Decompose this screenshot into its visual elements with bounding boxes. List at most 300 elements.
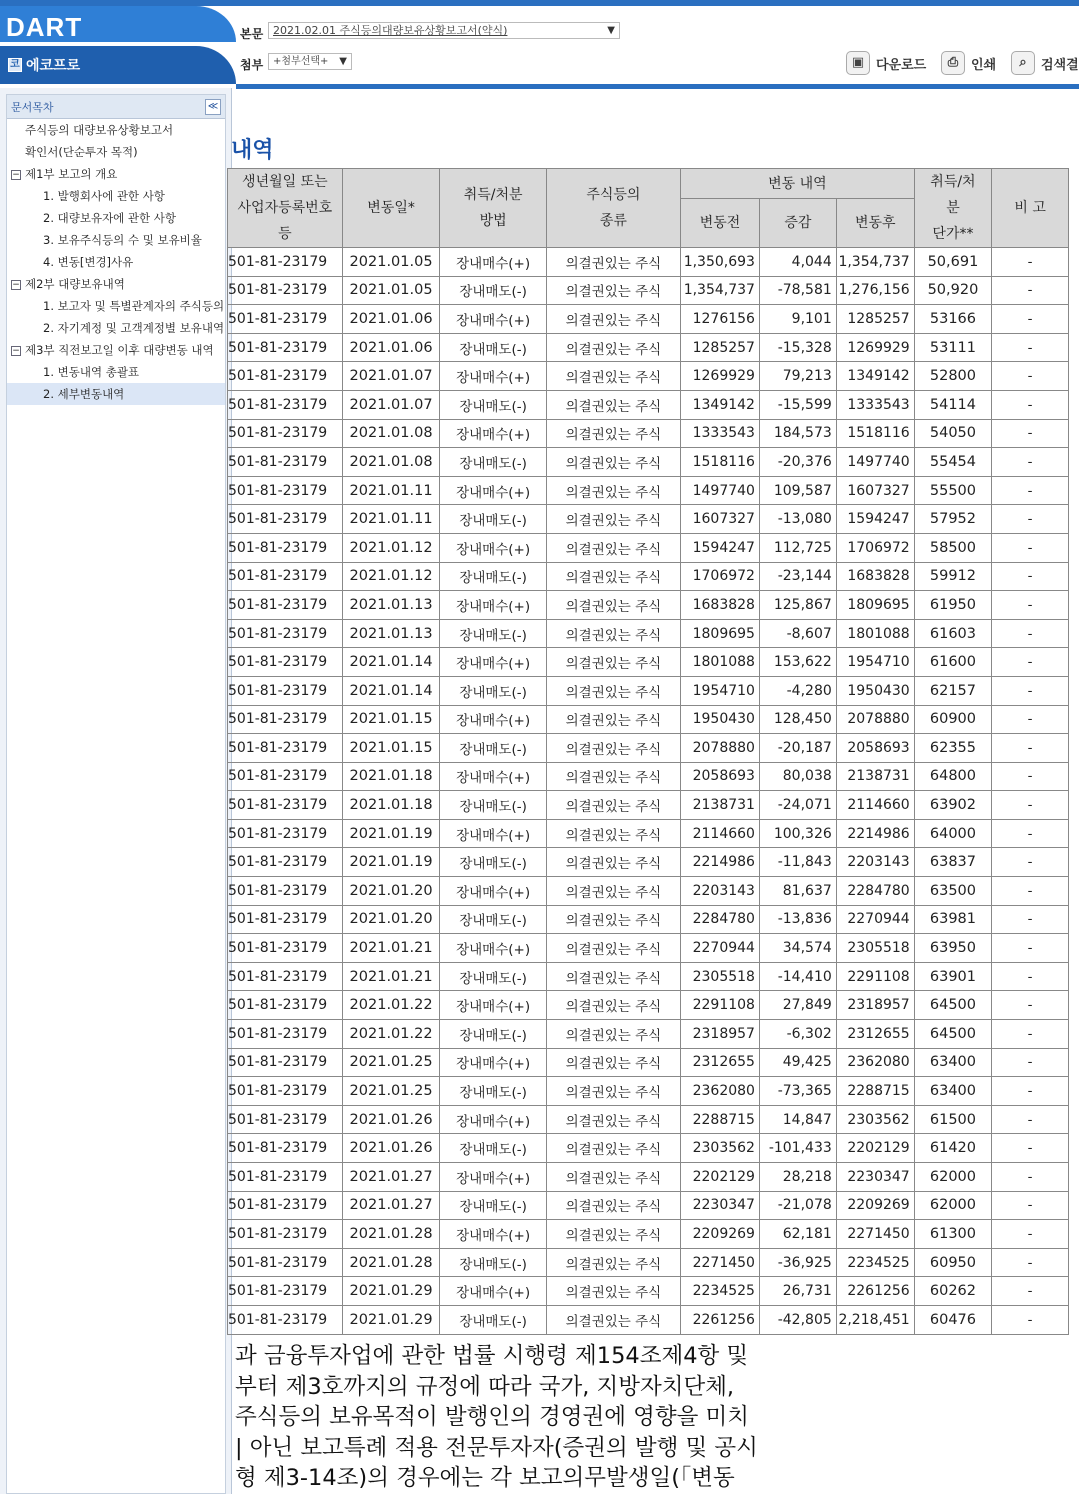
cell-price: 63902 xyxy=(914,791,991,820)
cell-after: 2078880 xyxy=(836,705,914,734)
table-row xyxy=(228,877,1069,906)
cell-delta: 153,622 xyxy=(759,648,836,677)
cell-date: 2021.01.20 xyxy=(342,905,440,934)
table-row xyxy=(228,448,1069,477)
cell-date: 2021.01.11 xyxy=(342,476,440,505)
cell-kind: 의결권있는 주식 xyxy=(546,505,680,534)
table-row xyxy=(228,705,1069,734)
cell-after: 1706972 xyxy=(836,533,914,562)
cell-before: 2362080 xyxy=(681,1077,760,1106)
cell-note: - xyxy=(992,1134,1069,1163)
toc-item-label: 1. 발행회사에 관한 사항 xyxy=(43,189,165,203)
company-name-bar xyxy=(0,46,236,84)
cell-method: 장내매도(-) xyxy=(440,791,546,820)
paragraph-line: 주식등의 보유목적이 발행인의 경영권에 영향을 미치 xyxy=(235,1404,749,1430)
cell-id: 501-81-23179 xyxy=(228,533,343,562)
cell-kind: 의결권있는 주식 xyxy=(546,848,680,877)
cell-before: 2291108 xyxy=(681,991,760,1020)
toc-item[interactable] xyxy=(7,339,225,361)
cell-after: 2209269 xyxy=(836,1191,914,1220)
company-name: 에코프로 xyxy=(26,58,81,74)
toc-item-label: 주식등의 대량보유상황보고서 xyxy=(25,123,174,137)
toc-item[interactable] xyxy=(7,207,225,229)
cell-delta: -24,071 xyxy=(759,791,836,820)
cell-id: 501-81-23179 xyxy=(228,1077,343,1106)
cell-note: - xyxy=(992,591,1069,620)
cell-kind: 의결권있는 주식 xyxy=(546,248,680,277)
cell-price: 64500 xyxy=(914,991,991,1020)
cell-after: 2291108 xyxy=(836,962,914,991)
cell-delta: -15,328 xyxy=(759,333,836,362)
cell-date: 2021.01.14 xyxy=(342,676,440,705)
cell-id: 501-81-23179 xyxy=(228,1248,343,1277)
dart-brand[interactable] xyxy=(0,6,236,42)
cell-after: 1950430 xyxy=(836,676,914,705)
cell-id: 501-81-23179 xyxy=(228,505,343,534)
cell-id: 501-81-23179 xyxy=(228,1163,343,1192)
cell-id: 501-81-23179 xyxy=(228,1048,343,1077)
cell-date: 2021.01.29 xyxy=(342,1277,440,1306)
cell-id: 501-81-23179 xyxy=(228,934,343,963)
cell-price: 63500 xyxy=(914,877,991,906)
cell-method: 장내매도(-) xyxy=(440,676,546,705)
cell-delta: -13,836 xyxy=(759,905,836,934)
cell-kind: 의결권있는 주식 xyxy=(546,1105,680,1134)
cell-method: 장내매도(-) xyxy=(440,1248,546,1277)
cell-date: 2021.01.21 xyxy=(342,962,440,991)
cell-before: 1950430 xyxy=(681,705,760,734)
toc-item-label: 제3부 직전보고일 이후 대량변동 내역 xyxy=(25,343,214,357)
cell-price: 60476 xyxy=(914,1305,991,1334)
cell-price: 55454 xyxy=(914,448,991,477)
toc-item-label: 2. 세부변동내역 xyxy=(43,387,125,401)
cell-after: 1683828 xyxy=(836,562,914,591)
toc-item[interactable] xyxy=(7,317,225,339)
cell-date: 2021.01.18 xyxy=(342,762,440,791)
cell-delta: 79,213 xyxy=(759,362,836,391)
cell-kind: 의결권있는 주식 xyxy=(546,1191,680,1220)
toc-item-label: 1. 변동내역 총괄표 xyxy=(43,365,140,379)
cell-kind: 의결권있는 주식 xyxy=(546,333,680,362)
cell-price: 60262 xyxy=(914,1277,991,1306)
cell-delta: -6,302 xyxy=(759,1020,836,1049)
cell-date: 2021.01.29 xyxy=(342,1305,440,1334)
cell-method: 장내매도(-) xyxy=(440,962,546,991)
cell-id: 501-81-23179 xyxy=(228,762,343,791)
document-select[interactable] xyxy=(268,22,620,39)
cell-delta: 62,181 xyxy=(759,1220,836,1249)
table-row xyxy=(228,362,1069,391)
cell-date: 2021.01.22 xyxy=(342,991,440,1020)
header-line: 종류 xyxy=(599,213,627,229)
cell-kind: 의결권있는 주식 xyxy=(546,877,680,906)
cell-note: - xyxy=(992,762,1069,791)
cell-before: 1285257 xyxy=(681,333,760,362)
table-row xyxy=(228,1248,1069,1277)
cell-date: 2021.01.07 xyxy=(342,362,440,391)
cell-before: 2234525 xyxy=(681,1277,760,1306)
cell-method: 장내매도(-) xyxy=(440,1134,546,1163)
toc-item[interactable] xyxy=(7,185,225,207)
cell-note: - xyxy=(992,619,1069,648)
cell-after: 2288715 xyxy=(836,1077,914,1106)
cell-method: 장내매도(-) xyxy=(440,562,546,591)
cell-delta: 4,044 xyxy=(759,248,836,277)
cell-method: 장내매수(+) xyxy=(440,877,546,906)
cell-before: 2203143 xyxy=(681,877,760,906)
cell-before: 2271450 xyxy=(681,1248,760,1277)
collapse-toggle-icon[interactable]: − xyxy=(12,345,20,356)
cell-after: 1809695 xyxy=(836,591,914,620)
dropdown-arrow-icon: ▼ xyxy=(339,56,347,67)
cell-id: 501-81-23179 xyxy=(228,848,343,877)
cell-price: 62157 xyxy=(914,676,991,705)
cell-method: 장내매도(-) xyxy=(440,448,546,477)
cell-after: 2318957 xyxy=(836,991,914,1020)
cell-date: 2021.01.21 xyxy=(342,934,440,963)
cell-note: - xyxy=(992,1305,1069,1334)
paragraph-line: 형 제3-14조)의 경우에는 각 보고의무발생일(「변동 xyxy=(235,1465,735,1491)
cell-price: 64800 xyxy=(914,762,991,791)
cell-note: - xyxy=(992,1020,1069,1049)
table-row xyxy=(228,276,1069,305)
cell-kind: 의결권있는 주식 xyxy=(546,791,680,820)
toc-item[interactable] xyxy=(7,361,225,383)
header-id xyxy=(228,169,343,248)
cell-delta: -42,805 xyxy=(759,1305,836,1334)
cell-price: 62355 xyxy=(914,734,991,763)
cell-date: 2021.01.12 xyxy=(342,562,440,591)
table-row xyxy=(228,962,1069,991)
cell-method: 장내매도(-) xyxy=(440,333,546,362)
cell-delta: -15,599 xyxy=(759,390,836,419)
header-date: 변동일* xyxy=(342,169,440,248)
cell-price: 61950 xyxy=(914,591,991,620)
toc-item[interactable] xyxy=(7,163,225,185)
sidebar xyxy=(0,88,232,1494)
cell-price: 61603 xyxy=(914,619,991,648)
cell-date: 2021.01.22 xyxy=(342,1020,440,1049)
cell-after: 2138731 xyxy=(836,762,914,791)
cell-after: 2270944 xyxy=(836,905,914,934)
header-line: 등 xyxy=(278,226,292,242)
toc-item-label: 제2부 대량보유내역 xyxy=(25,277,125,291)
cell-id: 501-81-23179 xyxy=(228,362,343,391)
cell-method: 장내매도(-) xyxy=(440,619,546,648)
cell-after: 1801088 xyxy=(836,619,914,648)
cell-note: - xyxy=(992,791,1069,820)
search-icon: ⌕ xyxy=(1011,51,1035,75)
cell-id: 501-81-23179 xyxy=(228,1220,343,1249)
print-label: 인쇄 xyxy=(971,57,997,73)
cell-delta: -14,410 xyxy=(759,962,836,991)
cell-id: 501-81-23179 xyxy=(228,791,343,820)
cell-id: 501-81-23179 xyxy=(228,877,343,906)
cell-kind: 의결권있는 주식 xyxy=(546,962,680,991)
toc-item[interactable] xyxy=(7,229,225,251)
cell-after: 2305518 xyxy=(836,934,914,963)
change-detail-table xyxy=(227,168,1069,1335)
table-body xyxy=(228,248,1069,1335)
cell-id: 501-81-23179 xyxy=(228,1105,343,1134)
cell-date: 2021.01.15 xyxy=(342,705,440,734)
cell-after: 2261256 xyxy=(836,1277,914,1306)
cell-id: 501-81-23179 xyxy=(228,1134,343,1163)
print-button[interactable] xyxy=(941,51,996,75)
cell-note: - xyxy=(992,305,1069,334)
cell-price: 64000 xyxy=(914,819,991,848)
collapse-toggle-icon[interactable]: − xyxy=(12,169,20,180)
cell-price: 61600 xyxy=(914,648,991,677)
cell-before: 2214986 xyxy=(681,848,760,877)
collapse-toggle-icon[interactable]: − xyxy=(12,279,20,290)
cell-id: 501-81-23179 xyxy=(228,705,343,734)
cell-delta: 28,218 xyxy=(759,1163,836,1192)
dart-logo[interactable]: DART xyxy=(6,12,83,42)
cell-note: - xyxy=(992,819,1069,848)
cell-id: 501-81-23179 xyxy=(228,562,343,591)
cell-method: 장내매수(+) xyxy=(440,1105,546,1134)
cell-before: 2261256 xyxy=(681,1305,760,1334)
company-icon: 코 xyxy=(8,58,22,72)
cell-price: 53166 xyxy=(914,305,991,334)
cell-note: - xyxy=(992,562,1069,591)
toc-item-label: 4. 변동[변경]사유 xyxy=(43,255,134,269)
download-button[interactable] xyxy=(846,51,926,75)
table-row xyxy=(228,305,1069,334)
cell-date: 2021.01.18 xyxy=(342,791,440,820)
cell-after: 2303562 xyxy=(836,1105,914,1134)
cell-delta: 125,867 xyxy=(759,591,836,620)
cell-price: 61420 xyxy=(914,1134,991,1163)
cell-id: 501-81-23179 xyxy=(228,1191,343,1220)
attachment-select[interactable] xyxy=(268,53,352,70)
cell-delta: -4,280 xyxy=(759,676,836,705)
toc-header xyxy=(7,95,225,119)
cell-before: 1518116 xyxy=(681,448,760,477)
cell-id: 501-81-23179 xyxy=(228,991,343,1020)
save-icon: ▣ xyxy=(846,51,870,75)
cell-after: 1269929 xyxy=(836,333,914,362)
cell-id: 501-81-23179 xyxy=(228,1277,343,1306)
cell-id: 501-81-23179 xyxy=(228,305,343,334)
toc-item[interactable] xyxy=(7,295,225,317)
cell-date: 2021.01.08 xyxy=(342,419,440,448)
cell-before: 2202129 xyxy=(681,1163,760,1192)
table-row xyxy=(228,734,1069,763)
cell-price: 63400 xyxy=(914,1048,991,1077)
toc-item-label: 2. 자기계정 및 고객계정별 보유내역 xyxy=(43,321,225,335)
table-row xyxy=(228,1020,1069,1049)
cell-delta: 26,731 xyxy=(759,1277,836,1306)
paragraph-line: | 아닌 보고특례 적용 전문투자자(증권의 발행 및 공시 xyxy=(235,1434,758,1461)
cell-method: 장내매수(+) xyxy=(440,476,546,505)
cell-date: 2021.01.28 xyxy=(342,1248,440,1277)
cell-price: 55500 xyxy=(914,476,991,505)
cell-before: 2138731 xyxy=(681,791,760,820)
table-row xyxy=(228,476,1069,505)
cell-kind: 의결권있는 주식 xyxy=(546,419,680,448)
cell-note: - xyxy=(992,448,1069,477)
cell-method: 장내매수(+) xyxy=(440,991,546,1020)
cell-delta: -101,433 xyxy=(759,1134,836,1163)
cell-after: 2058693 xyxy=(836,734,914,763)
cell-before: 1683828 xyxy=(681,591,760,620)
cell-after: 2202129 xyxy=(836,1134,914,1163)
printer-icon: ⎙ xyxy=(941,51,965,75)
cell-method: 장내매수(+) xyxy=(440,1277,546,1306)
cell-before: 1706972 xyxy=(681,562,760,591)
cell-note: - xyxy=(992,333,1069,362)
cell-date: 2021.01.25 xyxy=(342,1048,440,1077)
cell-price: 61300 xyxy=(914,1220,991,1249)
cell-price: 54114 xyxy=(914,390,991,419)
cell-method: 장내매수(+) xyxy=(440,934,546,963)
cell-id: 501-81-23179 xyxy=(228,390,343,419)
section-title: 내역 xyxy=(231,138,274,163)
cell-method: 장내매수(+) xyxy=(440,248,546,277)
cell-note: - xyxy=(992,1077,1069,1106)
cell-before: 1497740 xyxy=(681,476,760,505)
cell-price: 58500 xyxy=(914,533,991,562)
toc-item[interactable] xyxy=(7,119,225,141)
cell-kind: 의결권있는 주식 xyxy=(546,934,680,963)
dropdown-arrow-icon: ▼ xyxy=(607,25,615,36)
cell-price: 59912 xyxy=(914,562,991,591)
cell-kind: 의결권있는 주식 xyxy=(546,819,680,848)
cell-delta: -21,078 xyxy=(759,1191,836,1220)
cell-note: - xyxy=(992,734,1069,763)
cell-date: 2021.01.05 xyxy=(342,276,440,305)
cell-kind: 의결권있는 주식 xyxy=(546,676,680,705)
cell-price: 57952 xyxy=(914,505,991,534)
cell-kind: 의결권있는 주식 xyxy=(546,762,680,791)
table-row xyxy=(228,533,1069,562)
cell-after: 1518116 xyxy=(836,419,914,448)
cell-before: 1809695 xyxy=(681,619,760,648)
table-row xyxy=(228,1305,1069,1334)
header-line: 사업자등록번호 xyxy=(237,200,333,216)
cell-method: 장내매도(-) xyxy=(440,848,546,877)
cell-kind: 의결권있는 주식 xyxy=(546,533,680,562)
cell-before: 1607327 xyxy=(681,505,760,534)
toc-item[interactable] xyxy=(7,251,225,273)
cell-after: 2230347 xyxy=(836,1163,914,1192)
table-row xyxy=(228,1048,1069,1077)
table-row xyxy=(228,248,1069,277)
cell-kind: 의결권있는 주식 xyxy=(546,1020,680,1049)
table-row xyxy=(228,1134,1069,1163)
cell-price: 60950 xyxy=(914,1248,991,1277)
cell-date: 2021.01.26 xyxy=(342,1105,440,1134)
toc-list xyxy=(7,119,225,405)
toc-item[interactable] xyxy=(7,273,225,295)
paragraph-line: 과 금융투자업에 관한 법률 시행령 제154조제4항 및 xyxy=(235,1343,749,1369)
header xyxy=(0,0,1079,88)
cell-delta: 112,725 xyxy=(759,533,836,562)
cell-delta: -78,581 xyxy=(759,276,836,305)
table-row xyxy=(228,1220,1069,1249)
cell-method: 장내매수(+) xyxy=(440,305,546,334)
cell-date: 2021.01.15 xyxy=(342,734,440,763)
cell-kind: 의결권있는 주식 xyxy=(546,362,680,391)
cell-date: 2021.01.25 xyxy=(342,1077,440,1106)
cell-date: 2021.01.06 xyxy=(342,305,440,334)
table-row xyxy=(228,390,1069,419)
cell-kind: 의결권있는 주식 xyxy=(546,305,680,334)
cell-delta: 80,038 xyxy=(759,762,836,791)
cell-before: 1594247 xyxy=(681,533,760,562)
cell-note: - xyxy=(992,676,1069,705)
document-viewer xyxy=(228,93,1079,1494)
cell-id: 501-81-23179 xyxy=(228,248,343,277)
cell-delta: 14,847 xyxy=(759,1105,836,1134)
cell-kind: 의결권있는 주식 xyxy=(546,705,680,734)
cell-after: 1497740 xyxy=(836,448,914,477)
cell-delta: 128,450 xyxy=(759,705,836,734)
cell-price: 50,920 xyxy=(914,276,991,305)
search-label: 검색결 xyxy=(1041,57,1079,73)
toc-item[interactable] xyxy=(7,141,225,163)
search-results-button[interactable] xyxy=(1011,51,1079,75)
collapse-icon[interactable]: ≪ xyxy=(205,99,221,115)
cell-after: 2362080 xyxy=(836,1048,914,1077)
cell-before: 2230347 xyxy=(681,1191,760,1220)
cell-before: 2303562 xyxy=(681,1134,760,1163)
cell-method: 장내매수(+) xyxy=(440,648,546,677)
table-row xyxy=(228,1163,1069,1192)
cell-id: 501-81-23179 xyxy=(228,734,343,763)
cell-delta: -11,843 xyxy=(759,848,836,877)
cell-kind: 의결권있는 주식 xyxy=(546,619,680,648)
cell-price: 53111 xyxy=(914,333,991,362)
cell-note: - xyxy=(992,362,1069,391)
cell-before: 2058693 xyxy=(681,762,760,791)
cell-after: 2114660 xyxy=(836,791,914,820)
cell-after: 2284780 xyxy=(836,877,914,906)
cell-before: 2078880 xyxy=(681,734,760,763)
paragraph-line: 부터 제3호까지의 규정에 따라 국가, 지방자치단체, xyxy=(235,1373,735,1400)
cell-after: 1333543 xyxy=(836,390,914,419)
cell-after: 2234525 xyxy=(836,1248,914,1277)
table-row xyxy=(228,819,1069,848)
header-line: 생년월일 또는 xyxy=(242,174,328,190)
toc-item-label: 3. 보유주식등의 수 및 보유비율 xyxy=(43,233,202,247)
cell-delta: -23,144 xyxy=(759,562,836,591)
cell-before: 1269929 xyxy=(681,362,760,391)
cell-delta: -20,187 xyxy=(759,734,836,763)
header-line: 방법 xyxy=(479,213,507,229)
table-row xyxy=(228,1191,1069,1220)
cell-before: 2318957 xyxy=(681,1020,760,1049)
cell-kind: 의결권있는 주식 xyxy=(546,648,680,677)
cell-kind: 의결권있는 주식 xyxy=(546,1048,680,1077)
toc-item-selected[interactable] xyxy=(7,383,225,405)
table-row xyxy=(228,591,1069,620)
cell-id: 501-81-23179 xyxy=(228,1020,343,1049)
cell-method: 장내매수(+) xyxy=(440,762,546,791)
cell-delta: 109,587 xyxy=(759,476,836,505)
cell-after: 1,276,156 xyxy=(836,276,914,305)
cell-kind: 의결권있는 주식 xyxy=(546,1248,680,1277)
table-row xyxy=(228,991,1069,1020)
cell-delta: 184,573 xyxy=(759,419,836,448)
table-row xyxy=(228,505,1069,534)
cell-kind: 의결권있는 주식 xyxy=(546,734,680,763)
cell-price: 63901 xyxy=(914,962,991,991)
cell-delta: 9,101 xyxy=(759,305,836,334)
cell-price: 54050 xyxy=(914,419,991,448)
